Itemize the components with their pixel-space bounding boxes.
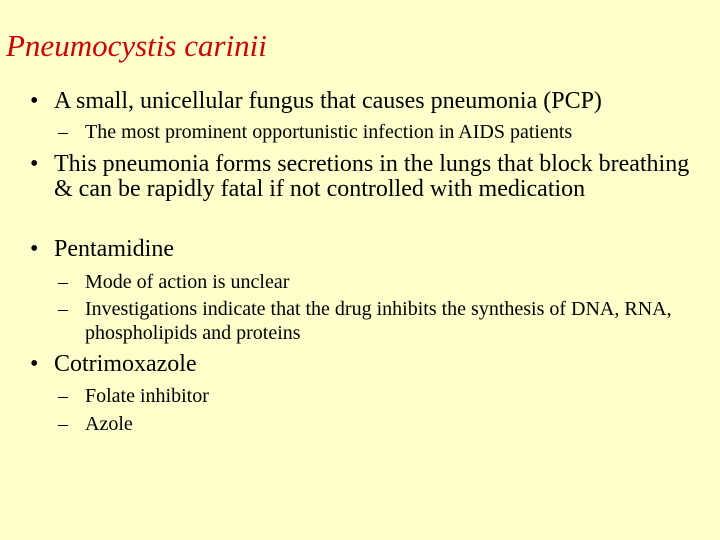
sub-bullet-marker: – — [58, 413, 68, 435]
bullet-item — [30, 237, 694, 262]
sub-bullet-text: Azole — [85, 413, 133, 435]
sub-bullet-text: Investigations indicate that the drug inhibits the synthesis of DNA, RNA, phospholipids and proteins — [85, 298, 672, 344]
sub-bullet-text: The most prominent opportunistic infection in AIDS patients — [85, 121, 573, 143]
bullet-text: Pentamidine — [54, 236, 174, 262]
bullet-text: This pneumonia forms secretions in the lungs that block breathing & can be rapidly fatal if not controlled with medication — [54, 151, 690, 202]
bullet-item — [30, 152, 694, 202]
sub-bullet-item — [58, 270, 695, 294]
sub-bullet-marker: – — [58, 385, 68, 407]
bullet-text: Cotrimoxazole — [54, 351, 197, 377]
sub-bullet-text: Folate inhibitor — [85, 385, 209, 407]
bullet-marker: • — [30, 151, 39, 177]
bullet-marker: • — [30, 351, 39, 377]
bullet-text: A small, unicellular fungus that causes pneumonia (PCP) — [54, 88, 602, 114]
sub-bullet-text: Mode of action is unclear — [85, 271, 290, 293]
bullet-item — [30, 89, 694, 114]
sub-bullet-item — [58, 120, 695, 144]
sub-bullet-marker: – — [58, 271, 68, 293]
sub-bullet-item — [58, 297, 695, 345]
bullet-marker: • — [30, 236, 39, 262]
sub-bullet-item — [58, 384, 695, 408]
bullet-marker: • — [30, 88, 39, 114]
sub-bullet-marker: – — [58, 298, 68, 320]
bullet-item — [30, 352, 694, 377]
slide-title: Pneumocystis carinii — [6, 28, 267, 63]
sub-bullet-marker: – — [58, 121, 68, 143]
sub-bullet-item — [58, 412, 695, 436]
